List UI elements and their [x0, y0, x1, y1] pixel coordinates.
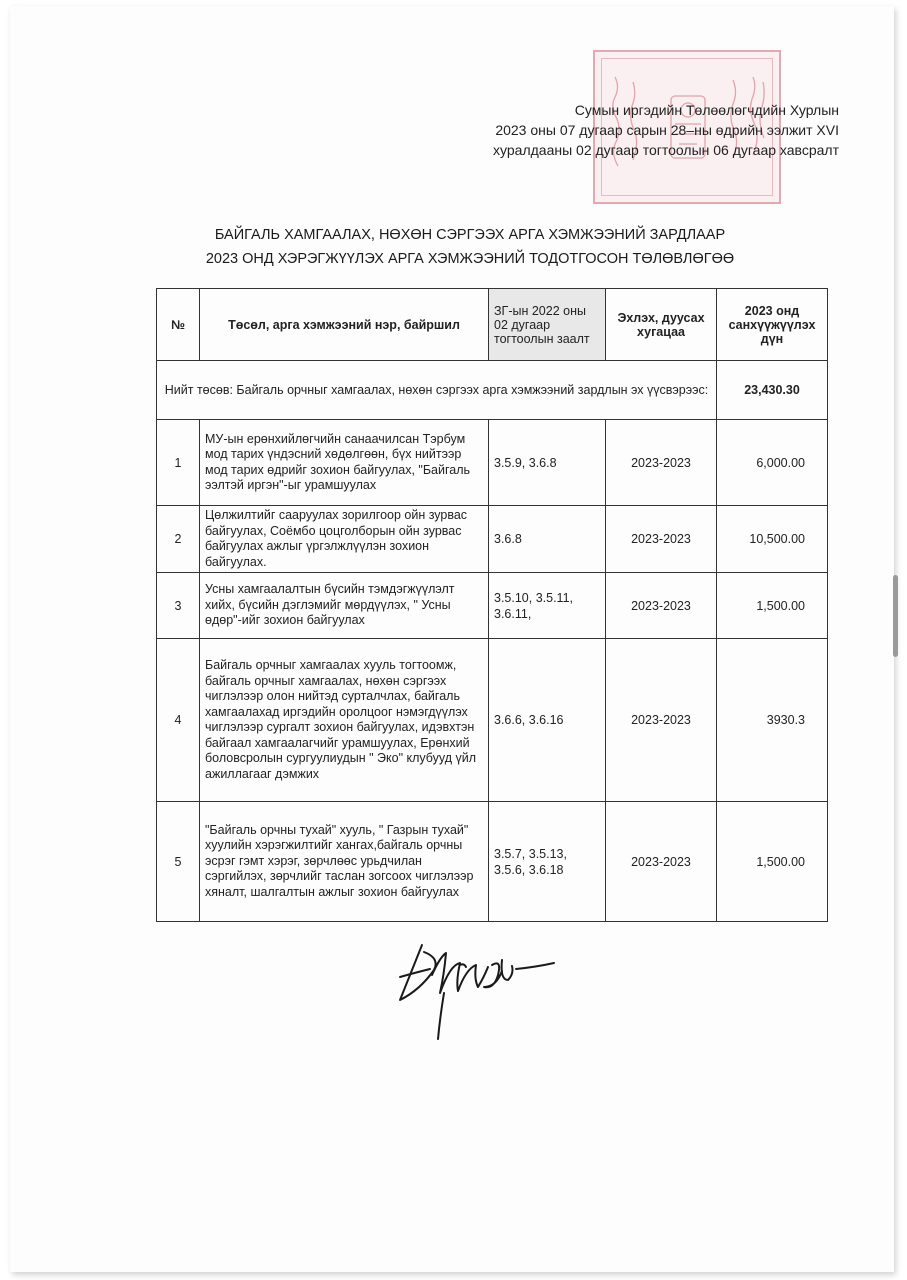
row-reference: 3.6.8 [489, 506, 606, 573]
header-line-3: хуралдааны 02 дугаар тогтоолын 06 дугаар хавсралт [493, 142, 839, 158]
header-no: № [157, 289, 200, 361]
signature-icon [392, 935, 557, 1045]
row-reference: 3.6.6, 3.6.16 [489, 639, 606, 802]
header-line-2: 2023 оны 07 дугаар сарын 28–ны өдрийн ээлжит XVI [495, 122, 839, 138]
table-row [157, 639, 828, 802]
row-no: 1 [157, 420, 200, 506]
row-period: 2023-2023 [606, 802, 717, 922]
row-reference: 3.5.9, 3.6.8 [489, 420, 606, 506]
row-name: Байгаль орчныг хамгаалах хууль тогтоомж, байгаль орчныг хамгаалах, нөхөн сэргээх чиглэлээр олон нийтэд сурталчлах, байгаль хамгаалахад иргэдийн оролцоог нэмэгдүүлэх чиглэлээр сургалт зохион байгуулах, идэвхтэн байгаал хамгаалагчийг урамшуулах, Ерөнхий боловсролын сургуулиудын " Эко" клубууд үйл ажиллагааг дэмжих [200, 639, 489, 802]
document-title [150, 223, 790, 271]
table-row [157, 573, 828, 639]
row-name: "Байгаль орчны тухай" хууль, " Газрын тухай" хуулийн хэрэгжилтийг хангах,байгаль орчны эсрэг гэмт хэрэг, зөрчлөөс урьдчилан сэргийлэх, зөрчлийг таслан зогсоох чиглэлээр хяналт, шалгалтын ажлыг зохион байгуулах [200, 802, 489, 922]
title-line-2: 2023 ОНД ХЭРЭГЖҮҮЛЭХ АРГА ХЭМЖЭЭНИЙ ТОДОТГОСОН ТӨЛӨВЛӨГӨӨ [205, 251, 735, 267]
row-amount: 1,500.00 [717, 573, 828, 639]
row-amount: 3930.3 [717, 639, 828, 802]
summary-label: Нийт төсөв: Байгаль орчныг хамгаалах, нөхөн сэргээх арга хэмжээний зардлын эх үүсвэрээс: [157, 361, 717, 420]
row-name: Усны хамгаалалтын бүсийн тэмдэгжүүлэлт хийх, бүсийн дэглэмийг мөрдүүлэх, " Усны өдөр"-ийг зохион байгуулах [200, 573, 489, 639]
document-reference-header [419, 100, 839, 160]
table-row [157, 802, 828, 922]
row-no: 5 [157, 802, 200, 922]
row-no: 3 [157, 573, 200, 639]
row-name: Цөлжилтийг сааруулах зорилгоор ойн зурвас байгуулах, Соёмбо цоцголборын ойн зурвас байгуулах ажлыг үргэлжлүүлэн зохион байгуулах. [200, 506, 489, 573]
header-reference: ЗГ-ын 2022 оны 02 дугаар тогтоолын заалт [489, 289, 606, 361]
summary-row [157, 361, 828, 420]
row-period: 2023-2023 [606, 506, 717, 573]
row-amount: 6,000.00 [717, 420, 828, 506]
header-amount: 2023 онд санхүүжүүлэх дүн [717, 289, 828, 361]
header-period: Эхлэх, дуусах хугацаа [606, 289, 717, 361]
row-no: 4 [157, 639, 200, 802]
table-row [157, 506, 828, 573]
row-amount: 10,500.00 [717, 506, 828, 573]
summary-total: 23,430.30 [717, 361, 828, 420]
header-line-1: Сумын иргэдийн Төлөөлөгчдийн Хурлын [574, 102, 839, 118]
row-period: 2023-2023 [606, 639, 717, 802]
budget-plan-table [156, 288, 828, 922]
row-name: МУ-ын ерөнхийлөгчийн санаачилсан Тэрбум мод тарих үндэсний хөдөлгөөн, бүх нийтээр мод тарих өдрийг зохион байгуулах, "Байгаль ээлтэй иргэн"-ыг урамшуулах [200, 420, 489, 506]
row-no: 2 [157, 506, 200, 573]
header-name: Төсөл, арга хэмжээний нэр, байршил [200, 289, 489, 361]
row-period: 2023-2023 [606, 420, 717, 506]
table-header-row [157, 289, 828, 361]
scrollbar-thumb[interactable] [893, 575, 898, 657]
table-row [157, 420, 828, 506]
title-line-1: БАЙГАЛЬ ХАМГААЛАХ, НӨХӨН СЭРГЭЭХ АРГА ХЭМЖЭЭНИЙ ЗАРДЛААР [214, 227, 726, 243]
row-amount: 1,500.00 [717, 802, 828, 922]
row-reference: 3.5.10, 3.5.11, 3.6.11, [489, 573, 606, 639]
row-period: 2023-2023 [606, 573, 717, 639]
row-reference: 3.5.7, 3.5.13, 3.5.6, 3.6.18 [489, 802, 606, 922]
